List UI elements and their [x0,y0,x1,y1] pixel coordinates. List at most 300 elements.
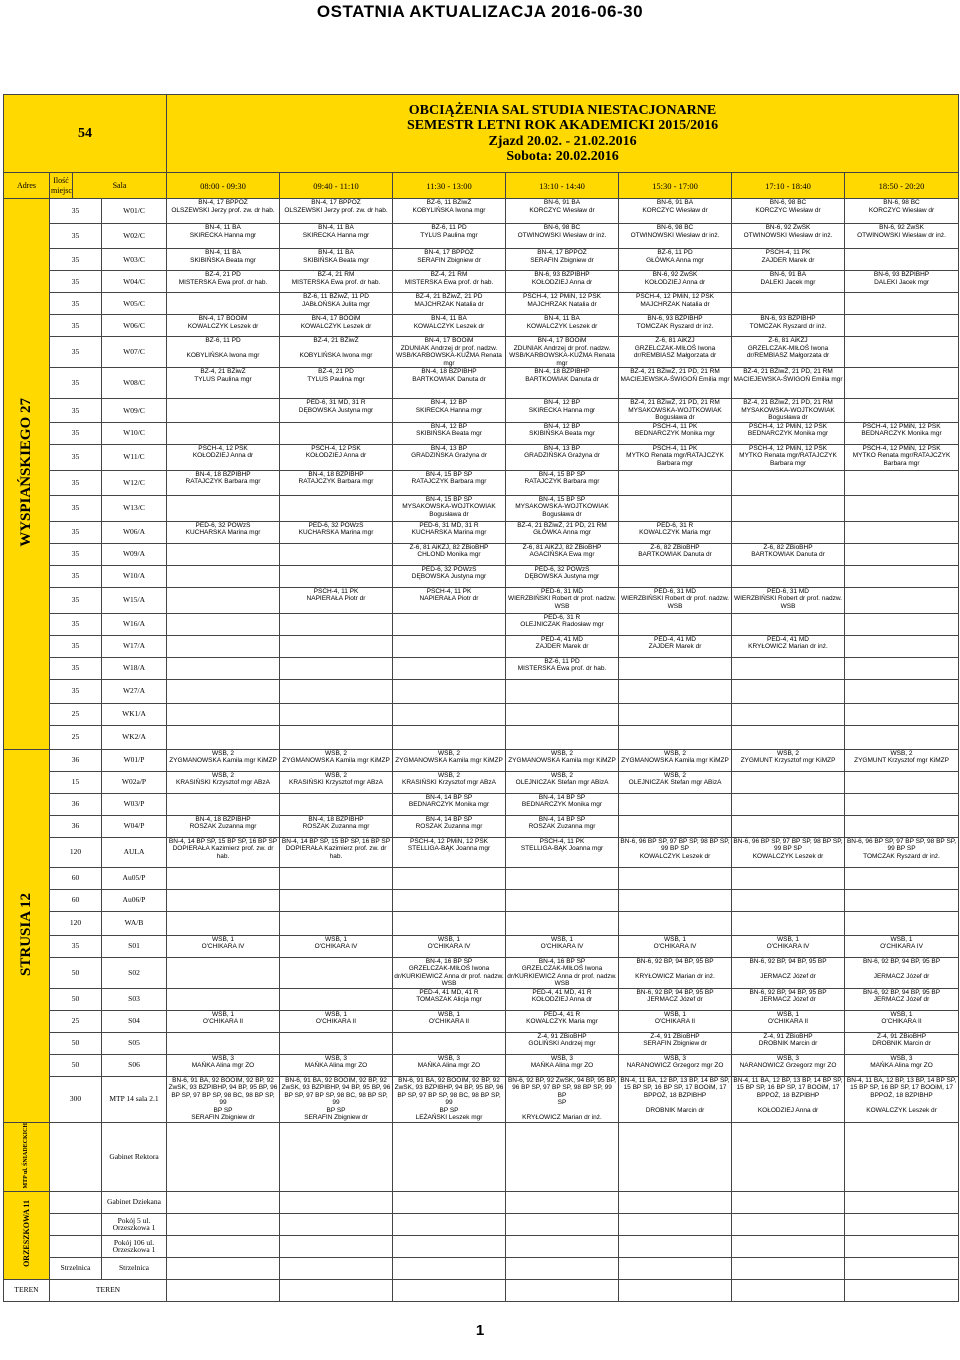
cell-line: ZwSK, 93 BZPIBHP, 94 BP, 95 BP, 96 [281,1084,391,1091]
schedule-cell [845,271,959,293]
cell-line: WSB, 3 [437,1054,461,1062]
room-name: Gabinet Rektora [102,1122,167,1191]
cell-line: 15 BP SP, 16 BP SP, 17 BOOiM, 17 [850,1084,953,1091]
cell-line: PSCH-4, 11 PK [426,587,472,595]
building-label [4,1191,50,1279]
room-name: MTP 14 sala 2.1 [102,1076,167,1122]
cell-line: WSB, 2 [211,749,235,757]
table-row [4,815,959,837]
cell-line: BZ-4, 21 BŻiwŻ [313,337,359,344]
schedule-cell [506,1054,619,1076]
cell-line: SKIRECKA Hanna mgr [415,406,483,414]
cell-line: WSB, 2 [890,749,913,757]
cell-line: PSCH-4, 11 PK [652,444,698,452]
cell-line: BN-4, 12 BP [543,422,581,430]
schedule-cell [506,399,619,423]
cell-line: PED-6, 31 MD, 31 R [306,399,366,406]
schedule-cell [845,521,959,543]
cell-line: BZ-4, 21 PD [318,368,354,375]
cell-line: BN-4, 17 BPPOŻ [311,199,361,206]
schedule-cell [167,911,280,935]
room-capacity: 35 [50,521,102,543]
cell-line: PSCH-4, 12 PMiN, 12 PSK [635,293,715,300]
schedule-cell [167,867,280,889]
cell-line: BN-4, 14 BP SP [538,793,586,801]
cell-line: WSB, 3 [550,1054,574,1062]
schedule-cell [732,199,845,224]
cell-line: JERMACZ Józef dr [873,996,930,1003]
cell-line: GRADZIŃSKA Grażyna dr [411,452,487,459]
sheet-number: 54 [4,95,167,173]
schedule-cell [619,1010,732,1032]
schedule-cell [619,613,732,635]
cell-line: BN-4, 11 BA [544,315,580,322]
cell-line: PED-4, 41 MD [654,635,696,643]
cell-line: TOMCZAK Ryszard dr inż. [863,852,940,860]
schedule-cell [619,725,732,749]
cell-line: BPPOŻ, 18 BZPIBHP [870,1091,933,1099]
room-name: Pokój 5 ul. Orzeszkowa 1 [102,1213,167,1235]
cell-line: PED-6, 31 R [656,521,694,529]
cell-line: OTWINOWSKI Wiesław dr inż. [857,231,946,239]
cell-line: O'CHIKARA IV [766,943,810,950]
schedule-cell [167,224,280,249]
cell-line: WSB, 2 [324,771,348,779]
cell-line: OLSZEWSKI Jerzy prof. zw. dr hab. [171,206,275,214]
schedule-cell [732,703,845,725]
cell-line: Barbara mgr [883,459,920,467]
schedule-cell [280,422,393,444]
schedule-cell [506,293,619,315]
cell-line: BZ-4, 21 RM [317,271,355,278]
cell-line: MYTKO Renata mgr/RATAJCZYK [852,452,951,459]
schedule-cell [280,249,393,271]
cell-line: BN-6, 91 BA [769,271,807,278]
cell-line: WSB, 2 [663,749,687,757]
table-row [4,315,959,337]
cell-line: MAJCHRZAK Natalia dr [414,300,484,308]
cell-line: Bogusława dr [655,414,695,421]
schedule-cell [732,399,845,423]
cell-line: PED-4, 41 MD [541,635,583,643]
schedule-cell [167,703,280,725]
room-capacity: 60 [50,889,102,911]
schedule-cell [393,635,506,657]
cell-line: RATAJCZYK Barbara mgr [185,478,261,485]
room-capacity: 50 [50,988,102,1010]
cell-line: KOWALCZYK Leszek dr [526,322,598,330]
sheet-heading [167,95,959,173]
schedule-cell [845,1054,959,1076]
cell-line: BZ-4, 21 BŻiwŻ, 21 PD, 21 RM [743,399,833,406]
cell-line: LEŻAŃSKI Leszek mgr [415,1114,483,1121]
cell-line: WSB, 2 [437,749,461,757]
schedule-cell [619,867,732,889]
schedule-cell [280,271,393,293]
cell-line: BN-4, 11 BA, 12 BP, 13 BP, 14 BP SP, [620,1076,730,1084]
cell-line: BZ-6, 11 PD [544,657,580,665]
schedule-cell [845,543,959,565]
schedule-cell [619,771,732,793]
room-capacity: 35 [50,565,102,587]
schedule-cell [845,837,959,867]
cell-line: KRYŁOWICZ Marian dr inż. [635,972,715,980]
schedule-cell [393,422,506,444]
table-row [4,793,959,815]
schedule-cell [506,1032,619,1054]
cell-line: BN-6, 98 BC [543,224,581,231]
cell-line: KUCHARSKA Marina mgr [298,529,374,536]
schedule-cell [506,703,619,725]
cell-line: KOWALCZYK Leszek dr [413,322,485,330]
cell-line: PED-6, 31 MD, 31 R [419,521,479,529]
schedule-cell [167,271,280,293]
schedule-cell [845,703,959,725]
schedule-cell [506,889,619,911]
schedule-cell [732,1122,845,1191]
schedule-cell [393,1279,506,1301]
cell-line: Z-6, 81 AiKZJ [768,337,808,344]
table-row [4,867,959,889]
building-name: STRUSIA 12 [17,892,34,976]
cell-line: BN-4, 11 BA [318,224,354,231]
building-label [4,1122,50,1191]
room-capacity: Strzelnica [50,1257,102,1279]
cell-line: BN-6, 92 BP, 92 ZwSK, 94 BP, 95 BP, [507,1076,617,1084]
schedule-cell [280,635,393,657]
cell-line: WSB, 3 [211,1054,235,1062]
schedule-cell [393,521,506,543]
cell-line [846,1099,957,1107]
schedule-cell [280,957,393,988]
cell-line: BN-6, 92 BP, 94 BP, 95 BP [636,957,714,965]
schedule-cell [393,271,506,293]
cell-line: O'CHIKARA IV [201,943,245,950]
cell-line: OLEJNICZAK Radosław mgr [520,621,604,628]
schedule-cell [506,1076,619,1122]
cell-line [733,1099,843,1107]
schedule-cell [506,315,619,337]
table-row [4,1191,959,1213]
schedule-cell [506,337,619,368]
cell-line: BN-4, 18 BZPIBHP [308,470,364,478]
schedule-cell [732,1191,845,1213]
schedule-cell [506,613,619,635]
cell-line: BZ-4, 21 BŻiwŻ, 21 PD [415,293,483,300]
room-capacity: 35 [50,495,102,521]
schedule-cell [732,1279,845,1301]
schedule-cell [845,249,959,271]
cell-line: PSCH-4, 12 PMiN, 12 PSK [409,837,489,845]
schedule-cell [732,271,845,293]
schedule-cell [619,565,732,587]
cell-line: 99 BP SP [887,845,916,852]
schedule-cell [732,771,845,793]
cell-line: WIERZBIŃSKI Robert dr prof. nadzw. [507,595,616,602]
schedule-cell [845,293,959,315]
cell-line: MYSAKOWSKA-WOJTKOWIAK [515,503,609,510]
schedule-cell [280,399,393,423]
cell-line [168,345,278,353]
cell-line: Barbara mgr [769,459,807,467]
schedule-cell [845,867,959,889]
schedule-cell [732,368,845,399]
room-capacity [50,1191,102,1213]
schedule-cell [732,565,845,587]
schedule-cell [845,1235,959,1257]
cell-line: PSCH-4, 12 PMiN, 12 PSK [748,444,828,452]
cell-line: BN-4, 17 BPPOŻ [198,199,248,206]
cell-line: PED-6, 31 R [543,613,581,621]
schedule-cell [280,565,393,587]
schedule-cell [619,293,732,315]
room-capacity: 35 [50,657,102,679]
schedule-cell [732,1010,845,1032]
building-label [4,199,50,750]
cell-line: JERMACZ Józef dr [760,996,816,1003]
cell-line: PSCH-4, 12 PMiN, 12 PSK [748,422,828,430]
cell-line: WSB, 1 [211,1010,235,1018]
cell-line: WSB, 1 [324,935,348,943]
schedule-cell [506,1010,619,1032]
cell-line: TYLUS Paulina mgr [420,231,478,239]
room-name: W03/C [102,249,167,271]
cell-line: MISTERSKA Ewa prof. dr hab. [517,665,607,672]
cell-line: RATAJCZYK Barbara mgr [411,478,487,485]
schedule-cell [506,1235,619,1257]
cell-line: BZ-4, 21 BŻiwŻ, 21 PD, 21 RM [743,368,833,375]
table-row [4,988,959,1010]
cell-line: WSB, 1 [776,1010,800,1018]
cell-line [846,965,957,973]
cell-line: O'CHIKARA II [202,1018,244,1025]
schedule-cell [845,957,959,988]
cell-line [733,965,843,973]
cell-line: KOWALCZYK Leszek dr [752,852,824,860]
cell-line: JABŁOŃSKA Julita mgr [302,300,370,308]
cell-line [507,1107,617,1115]
schedule-cell [732,957,845,988]
table-row [4,771,959,793]
cell-line: BP SP, 97 BP SP, 98 BC, 98 BP SP, 99 [171,1091,275,1106]
cell-line: WSB, 2 [211,771,235,779]
schedule-cell [167,1010,280,1032]
schedule-cell [619,749,732,771]
building-name: WYSPIAŃSKIEGO 27 [17,398,34,547]
schedule-cell [732,679,845,703]
table-row [4,565,959,587]
table-row [4,521,959,543]
cell-line: BARTKOWIAK Danuta dr [525,375,599,383]
schedule-cell [393,1122,506,1191]
room-name: S01 [102,935,167,957]
cell-line: KOWALCZYK Leszek dr [187,322,259,330]
cell-line: BN-6, 91 BA, 92 BOOIM, 92 BP, 92 [398,1076,500,1084]
cell-line: BN-4, 17 BPPOŻ [424,249,474,256]
schedule-cell [393,1213,506,1235]
schedule-cell [845,911,959,935]
schedule-cell [619,1191,732,1213]
cell-line: WIERZBIŃSKI Robert dr prof. nadzw. [620,595,729,602]
schedule-cell [619,495,732,521]
schedule-cell [280,587,393,613]
cell-line: JERMACZ Józef dr [647,996,703,1003]
cell-line: NAPIERAŁA Piotr dr [306,595,366,602]
schedule-cell [167,679,280,703]
schedule-cell [167,1235,280,1257]
cell-line: BZ-4, 21 RM [430,271,468,278]
cell-line: WSB, 3 [324,1054,348,1062]
cell-line: ZAJDER Marek dr [648,643,702,650]
cell-line: BN-6, 91 BA [656,199,694,206]
cell-line: BN-4, 13 BP [543,444,581,452]
schedule-cell [732,889,845,911]
column-time-slot: 18:50 - 20:20 [845,173,959,199]
cell-line: BN-4, 17 BOOiM [311,315,361,322]
schedule-cell [732,315,845,337]
cell-line: SKIBIŃSKA Beata mgr [190,256,256,264]
cell-line: BN-4, 17 BOOiM [424,337,474,344]
schedule-cell [393,1032,506,1054]
schedule-cell [845,1191,959,1213]
cell-line: DROBNIK Marcin dr [758,1040,818,1047]
room-name: Pokój 106 ul. Orzeszkowa 1 [102,1235,167,1257]
schedule-cell [280,521,393,543]
table-row [4,1010,959,1032]
schedule-cell [845,1279,959,1301]
cell-line: BN-6, 98 BC [656,224,694,231]
schedule-cell [393,867,506,889]
schedule-cell [280,1122,393,1191]
cell-line: dr/KURKIEWICZ Anna dr prof. nadzw. [394,972,504,980]
schedule-cell [280,368,393,399]
cell-line: BN-4, 14 BP SP [425,815,473,823]
schedule-cell [732,470,845,495]
room-name: S02 [102,957,167,988]
cell-line: ZAJDER Marek dr [761,256,815,264]
cell-line: NARANOWICZ Grzegorz mgr ZO [739,1062,837,1069]
schedule-cell [280,1257,393,1279]
schedule-cell [845,725,959,749]
schedule-cell [845,793,959,815]
cell-line: DOPIERAŁA Kazimierz prof. zw. dr [285,845,387,852]
schedule-cell [845,935,959,957]
schedule-cell [506,543,619,565]
cell-line: BN-4, 14 BP SP, 15 BP SP, 16 BP SP [281,837,391,845]
cell-line: WSB, 2 [663,771,687,779]
room-occupancy-table [3,94,958,1295]
schedule-cell [506,749,619,771]
cell-line: BEDNARCZYK Monika mgr [747,430,829,437]
column-time-slot: 08:00 - 09:30 [167,173,280,199]
schedule-cell [619,271,732,293]
cell-line: BN-4, 13 BP [430,444,468,452]
schedule-cell [167,749,280,771]
schedule-cell [506,587,619,613]
schedule-cell [845,1010,959,1032]
room-capacity: 35 [50,422,102,444]
cell-line: KOŁODZIEJ Anna dr [531,996,593,1003]
schedule-cell [845,337,959,368]
cell-line: SERAFIN Zbigniew dr [643,1040,707,1047]
cell-line: KORCZYC Wiesław dr [642,206,708,214]
column-capacity: Ilość miejsc [50,173,73,199]
cell-line: BEDNARCZYK Monika mgr [521,801,603,808]
cell-line: JERMACZ Józef dr [873,972,930,980]
room-name: W17/A [102,635,167,657]
cell-line: Z-4, 91 ZBioBHP [537,1032,587,1040]
cell-line: ROSZAK Zuzanna mgr [302,823,370,830]
cell-line: O'CHIKARA II [767,1018,809,1025]
schedule-cell [280,935,393,957]
schedule-cell [167,837,280,867]
table-row [4,613,959,635]
table-row [4,293,959,315]
cell-line: KRASIŃSKI Krzysztof mgr ABzA [176,779,270,786]
schedule-cell [393,444,506,470]
column-time-slot: 15:30 - 17:00 [619,173,732,199]
cell-line: BARTKOWIAK Danuta dr [638,551,712,558]
cell-line: BN-4, 11 BA [205,249,241,256]
cell-line: PED-6, 32 POWzS [195,521,251,529]
schedule-cell [619,679,732,703]
cell-line: BN-4, 18 BZPIBHP [421,368,477,375]
table-row [4,1257,959,1279]
schedule-cell [506,199,619,224]
cell-line: BEDNARCZYK Monika mgr [634,430,716,437]
cell-line: WSB, 1 [890,935,913,943]
room-capacity [50,1122,102,1191]
cell-line: BN-6, 93 BZPIBHP [873,271,930,278]
room-capacity: 35 [50,337,102,368]
schedule-cell [732,1032,845,1054]
room-name: W16/A [102,613,167,635]
schedule-cell [732,635,845,657]
room-name: W10/C [102,422,167,444]
cell-line: ZYGMANOWSKA Kamila mgr KiMZP [395,757,503,764]
room-capacity: 35 [50,935,102,957]
schedule-cell [393,337,506,368]
cell-line: BN-4, 15 BP SP [538,495,586,503]
schedule-cell [393,1076,506,1122]
room-name: W09/A [102,543,167,565]
cell-line: KOBYLIŃSKA Iwona mgr [412,206,486,214]
schedule-cell [506,771,619,793]
room-name: AULA [102,837,167,867]
room-capacity: 120 [50,837,102,867]
schedule-cell [732,1235,845,1257]
cell-line: PED-6, 32 POWzS [534,565,590,573]
schedule-cell [393,725,506,749]
cell-line: O'CHIKARA II [654,1018,696,1025]
cell-line: BN-4, 16 BP SP [538,957,586,965]
cell-line: KOWALCZYK Maria mgr [639,529,711,536]
cell-line: BARTKOWIAK Danuta dr [412,375,486,383]
schedule-cell [619,199,732,224]
cell-line: BPPOŻ, 18 BZPIBHP [643,1091,707,1099]
schedule-cell [393,613,506,635]
cell-line: KRASIŃSKI Krzysztof mgr ABzA [402,779,496,786]
cell-line: Bogusława dr [429,510,469,518]
schedule-cell [619,1054,732,1076]
cell-line: BZ-6, 11 PD [205,337,241,344]
cell-line: MACIEJEWSKA-ŚWIGOŃ Emilia mgr [620,375,730,383]
cell-line: NAPIERAŁA Piotr dr [419,595,479,602]
cell-line: RATAJCZYK Barbara mgr [298,478,374,485]
cell-line: BZ-4, 21 BŻiwŻ, 21 PD, 21 RM [630,399,720,406]
schedule-cell [845,815,959,837]
schedule-cell [845,771,959,793]
